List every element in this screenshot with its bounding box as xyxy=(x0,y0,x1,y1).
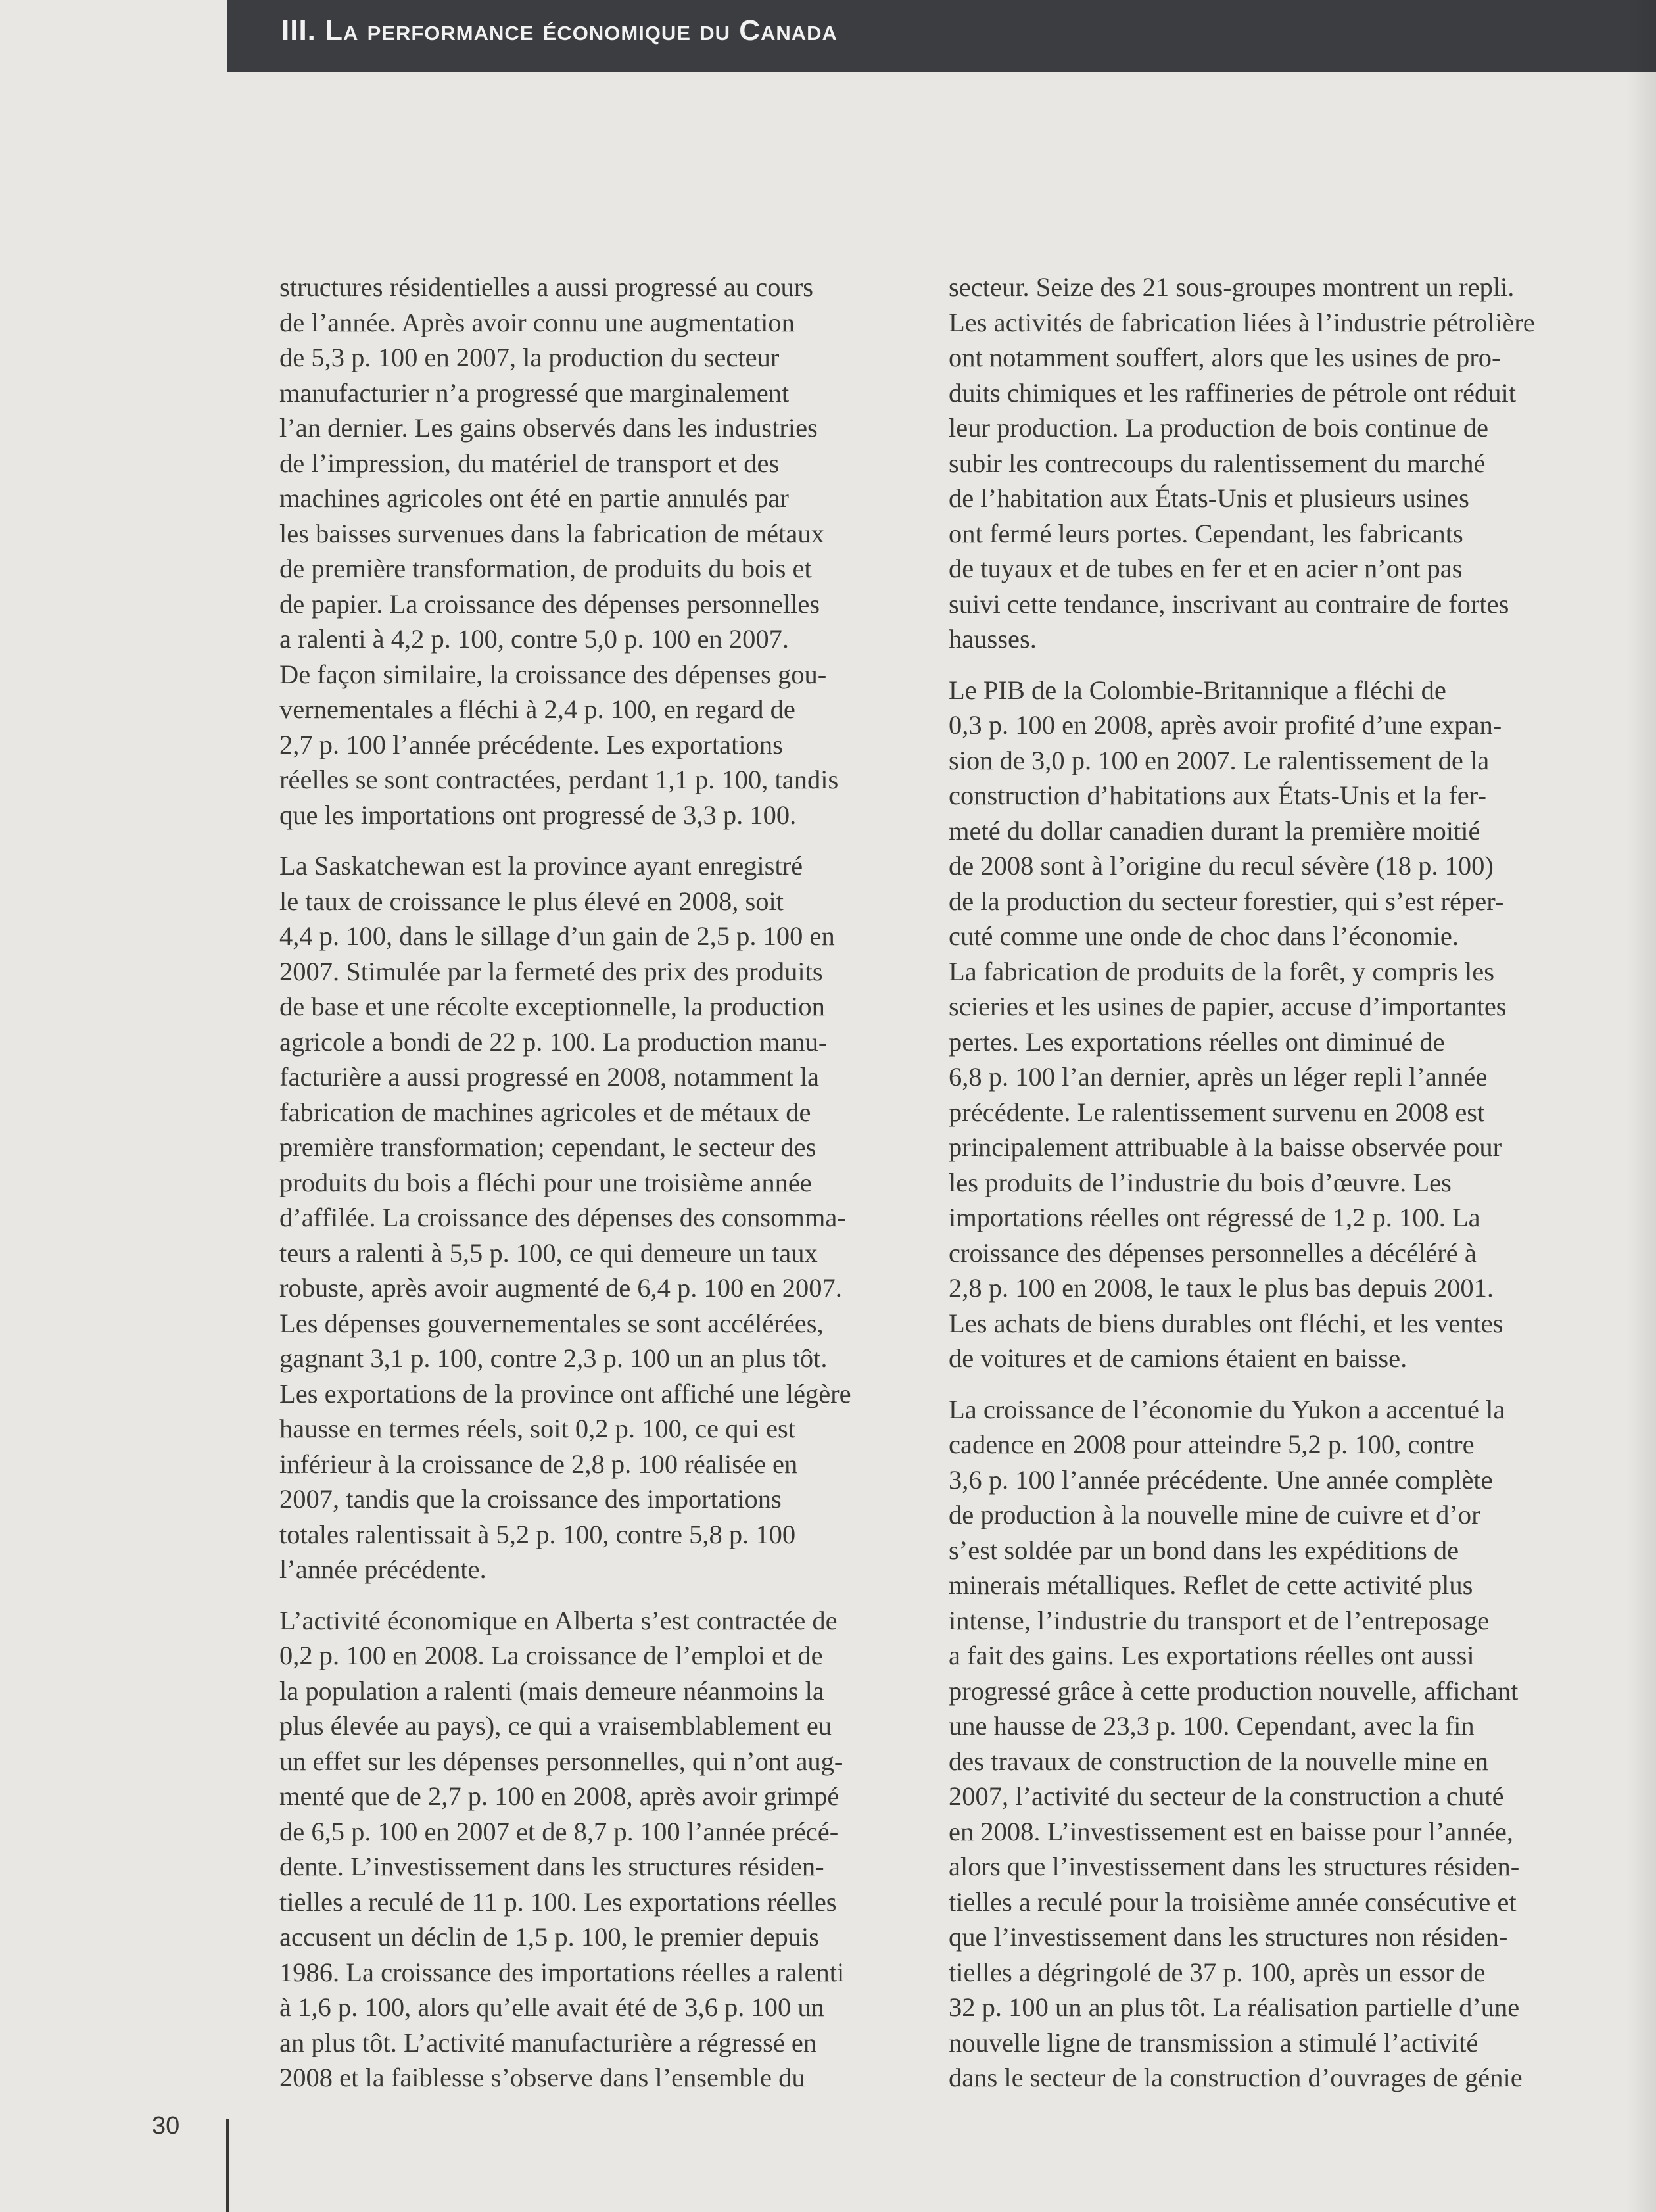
text-line: menté que de 2,7 p. 100 en 2008, après avoir grimpé xyxy=(279,1781,840,1811)
text-line: scieries et les usines de papier, accuse d’importantes xyxy=(949,992,1507,1021)
text-line: ont fermé leurs portes. Cependant, les fabricants xyxy=(949,518,1463,548)
text-line: leur production. La production de bois continue de xyxy=(949,413,1489,443)
text-line: subir les contrecoups du ralentissement du marché xyxy=(949,448,1486,478)
text-line: inférieur à la croissance de 2,8 p. 100 réalisée en xyxy=(279,1449,798,1479)
text-line: pertes. Les exportations réelles ont diminué de xyxy=(949,1026,1445,1057)
text-line: en 2008. L’investissement est en baisse pour l’année, xyxy=(949,1816,1513,1846)
text-line: que les importations ont progressé de 3,3 p. 100. xyxy=(279,800,797,830)
paragraph xyxy=(279,848,897,1587)
text-line: de production à la nouvelle mine de cuivre et d’or xyxy=(949,1500,1480,1529)
text-line: an plus tôt. L’activité manufacturière a régressé en xyxy=(279,2027,817,2057)
text-line: 2007, tandis que la croissance des importations xyxy=(279,1484,782,1514)
page-number-rule xyxy=(226,2119,229,2212)
text-line: 0,3 p. 100 en 2008, après avoir profité d’une expan- xyxy=(949,710,1502,740)
text-line: dans le secteur de la construction d’ouvrages de génie xyxy=(949,2063,1523,2092)
text-line: 2007, l’activité du secteur de la construction a chuté xyxy=(949,1781,1504,1811)
text-line: robuste, après avoir augmenté de 6,4 p. 100 en 2007. xyxy=(279,1273,842,1303)
text-line: principalement attribuable à la baisse observée pour xyxy=(949,1132,1502,1162)
text-line: l’an dernier. Les gains observés dans les industries xyxy=(279,413,818,443)
text-line: tielles a dégringolé de 37 p. 100, après un essor de xyxy=(949,1957,1486,1987)
text-column-right xyxy=(949,270,1567,2111)
text-line: 2007. Stimulée par la fermeté des prix des produits xyxy=(279,956,823,986)
text-line: 32 p. 100 un an plus tôt. La réalisation partielle d’une xyxy=(949,1992,1520,2022)
text-line: de l’impression, du matériel de transport et des xyxy=(279,448,780,478)
text-line: 4,4 p. 100, dans le sillage d’un gain de 2,5 p. 100 en xyxy=(279,921,835,951)
text-line: fabrication de machines agricoles et de métaux de xyxy=(279,1097,811,1127)
text-line: La Saskatchewan est la province ayant enregistré xyxy=(279,851,803,880)
page-edge-shadow xyxy=(1626,0,1656,2212)
text-line: Les dépenses gouvernementales se sont accélérées, xyxy=(279,1308,824,1338)
text-line: De façon similaire, la croissance des dépenses gou- xyxy=(279,659,827,689)
text-line: L’activité économique en Alberta s’est contractée de xyxy=(279,1605,838,1635)
text-line: tielles a reculé de 11 p. 100. Les exportations réelles xyxy=(279,1887,837,1917)
text-line: teurs a ralenti à 5,5 p. 100, ce qui demeure un taux xyxy=(279,1238,818,1268)
text-line: de tuyaux et de tubes en fer et en acier n’ont pas xyxy=(949,554,1463,583)
text-line: tielles a reculé pour la troisième année consécutive et xyxy=(949,1887,1517,1917)
text-line: Les activités de fabrication liées à l’industrie pétrolière xyxy=(949,307,1535,337)
text-line: 0,2 p. 100 en 2008. La croissance de l’emploi et de xyxy=(279,1641,823,1670)
page-header-title: III. La performance économique du Canada xyxy=(281,14,838,47)
paragraph xyxy=(279,270,897,832)
paragraph xyxy=(949,1392,1567,2096)
text-line: a fait des gains. Les exportations réelles ont aussi xyxy=(949,1641,1475,1670)
text-line: vernementales a fléchi à 2,4 p. 100, en regard de xyxy=(279,694,795,724)
text-line: secteur. Seize des 21 sous-groupes montrent un repli. xyxy=(949,272,1515,302)
text-line: première transformation; cependant, le secteur des xyxy=(279,1132,816,1162)
text-line: structures résidentielles a aussi progressé au cours xyxy=(279,272,813,302)
text-line: s’est soldée par un bond dans les expéditions de xyxy=(949,1535,1459,1565)
text-line: alors que l’investissement dans les structures résiden- xyxy=(949,1852,1520,1881)
text-line: La croissance de l’économie du Yukon a accentué la xyxy=(949,1394,1505,1424)
text-line: 6,8 p. 100 l’an dernier, après un léger repli l’année xyxy=(949,1062,1488,1092)
text-line: 3,6 p. 100 l’année précédente. Une année complète xyxy=(949,1464,1493,1495)
text-line: ont notamment souffert, alors que les usines de pro- xyxy=(949,343,1501,372)
text-line: sion de 3,0 p. 100 en 2007. Le ralentissement de la xyxy=(949,745,1490,775)
text-line: accusent un déclin de 1,5 p. 100, le premier depuis xyxy=(279,1922,819,1952)
text-line: la population a ralenti (mais demeure néanmoins la xyxy=(279,1675,824,1706)
text-line: totales ralentissait à 5,2 p. 100, contre 5,8 p. 100 xyxy=(279,1519,796,1549)
text-line: nouvelle ligne de transmission a stimulé l’activité xyxy=(949,2027,1479,2057)
text-line: de papier. La croissance des dépenses personnelles xyxy=(279,589,820,619)
text-line: meté du dollar canadien durant la première moitié xyxy=(949,815,1480,846)
text-line: produits du bois a fléchi pour une troisième année xyxy=(279,1167,812,1197)
text-line: 2,7 p. 100 l’année précédente. Les exportations xyxy=(279,729,783,759)
text-line: agricole a bondi de 22 p. 100. La production manu- xyxy=(279,1026,828,1057)
paragraph xyxy=(949,270,1567,657)
text-line: une hausse de 23,3 p. 100. Cependant, avec la fin xyxy=(949,1711,1475,1741)
text-line: plus élevée au pays), ce qui a vraisemblablement eu xyxy=(279,1711,832,1741)
text-line: cadence en 2008 pour atteindre 5,2 p. 100, contre xyxy=(949,1430,1475,1459)
text-line: hausse en termes réels, soit 0,2 p. 100, ce qui est xyxy=(279,1414,796,1443)
text-line: suivi cette tendance, inscrivant au contraire de fortes xyxy=(949,589,1509,619)
text-line: les produits de l’industrie du bois d’œuvre. Les xyxy=(949,1167,1452,1197)
text-line: Les exportations de la province ont affiché une légère xyxy=(279,1378,851,1408)
text-line: réelles se sont contractées, perdant 1,1 p. 100, tandis xyxy=(279,765,839,794)
text-line: intense, l’industrie du transport et de l’entreposage xyxy=(949,1605,1490,1635)
text-line: d’affilée. La croissance des dépenses des consomma- xyxy=(279,1203,846,1232)
text-line: croissance des dépenses personnelles a décéléré à xyxy=(949,1238,1477,1268)
text-line: cuté comme une onde de choc dans l’économie. xyxy=(949,921,1459,951)
text-line: de 2008 sont à l’origine du recul sévère (18 p. 100) xyxy=(949,851,1494,880)
text-line: La fabrication de produits de la forêt, y compris les xyxy=(949,956,1494,986)
text-column-left xyxy=(279,270,897,2111)
paragraph xyxy=(949,673,1567,1376)
text-line: le taux de croissance le plus élevé en 2008, soit xyxy=(279,886,784,916)
text-line: Le PIB de la Colombie-Britannique a fléchi de xyxy=(949,675,1446,705)
text-line: de 5,3 p. 100 en 2007, la production du secteur xyxy=(279,343,780,372)
text-line: hausses. xyxy=(949,624,1037,654)
text-line: précédente. Le ralentissement survenu en 2008 est xyxy=(949,1097,1485,1127)
text-line: de la production du secteur forestier, qui s’est réper- xyxy=(949,886,1504,916)
text-line: des travaux de construction de la nouvelle mine en xyxy=(949,1746,1488,1776)
text-line: de première transformation, de produits du bois et xyxy=(279,554,812,583)
text-line: de base et une récolte exceptionnelle, la production xyxy=(279,992,825,1021)
text-line: a ralenti à 4,2 p. 100, contre 5,0 p. 100 en 2007. xyxy=(279,624,789,654)
text-line: l’année précédente. xyxy=(279,1554,486,1584)
text-line: Les achats de biens durables ont fléchi, et les ventes xyxy=(949,1308,1503,1338)
text-line: 2008 et la faiblesse s’observe dans l’ensemble du xyxy=(279,2063,805,2092)
text-line: à 1,6 p. 100, alors qu’elle avait été de 3,6 p. 100 un xyxy=(279,1992,824,2022)
text-line: machines agricoles ont été en partie annulés par xyxy=(279,483,789,513)
text-line: manufacturier n’a progressé que marginalement xyxy=(279,377,790,408)
text-line: que l’investissement dans les structures non résiden- xyxy=(949,1922,1508,1952)
text-line: un effet sur les dépenses personnelles, qui n’ont aug- xyxy=(279,1746,843,1776)
text-line: 2,8 p. 100 en 2008, le taux le plus bas depuis 2001. xyxy=(949,1273,1494,1303)
text-line: les baisses survenues dans la fabrication de métaux xyxy=(279,518,824,548)
text-line: construction d’habitations aux États-Unis et la fer- xyxy=(949,781,1486,810)
text-line: progressé grâce à cette production nouvelle, affichant xyxy=(949,1675,1519,1706)
text-line: de l’habitation aux États-Unis et plusieurs usines xyxy=(949,483,1469,513)
paragraph xyxy=(279,1603,897,2096)
text-line: minerais métalliques. Reflet de cette activité plus xyxy=(949,1570,1473,1600)
text-line: dente. L’investissement dans les structures résiden- xyxy=(279,1852,824,1881)
text-line: de voitures et de camions étaient en baisse. xyxy=(949,1343,1408,1373)
text-line: de l’année. Après avoir connu une augmentation xyxy=(279,307,795,337)
text-line: importations réelles ont régressé de 1,2 p. 100. La xyxy=(949,1203,1480,1232)
page-number: 30 xyxy=(152,2112,180,2140)
text-line: duits chimiques et les raffineries de pétrole ont réduit xyxy=(949,377,1516,408)
text-line: facturière a aussi progressé en 2008, notamment la xyxy=(279,1062,819,1092)
text-line: de 6,5 p. 100 en 2007 et de 8,7 p. 100 l’année précé- xyxy=(279,1816,839,1846)
text-line: 1986. La croissance des importations réelles a ralenti xyxy=(279,1957,845,1987)
text-line: gagnant 3,1 p. 100, contre 2,3 p. 100 un an plus tôt. xyxy=(279,1343,828,1373)
